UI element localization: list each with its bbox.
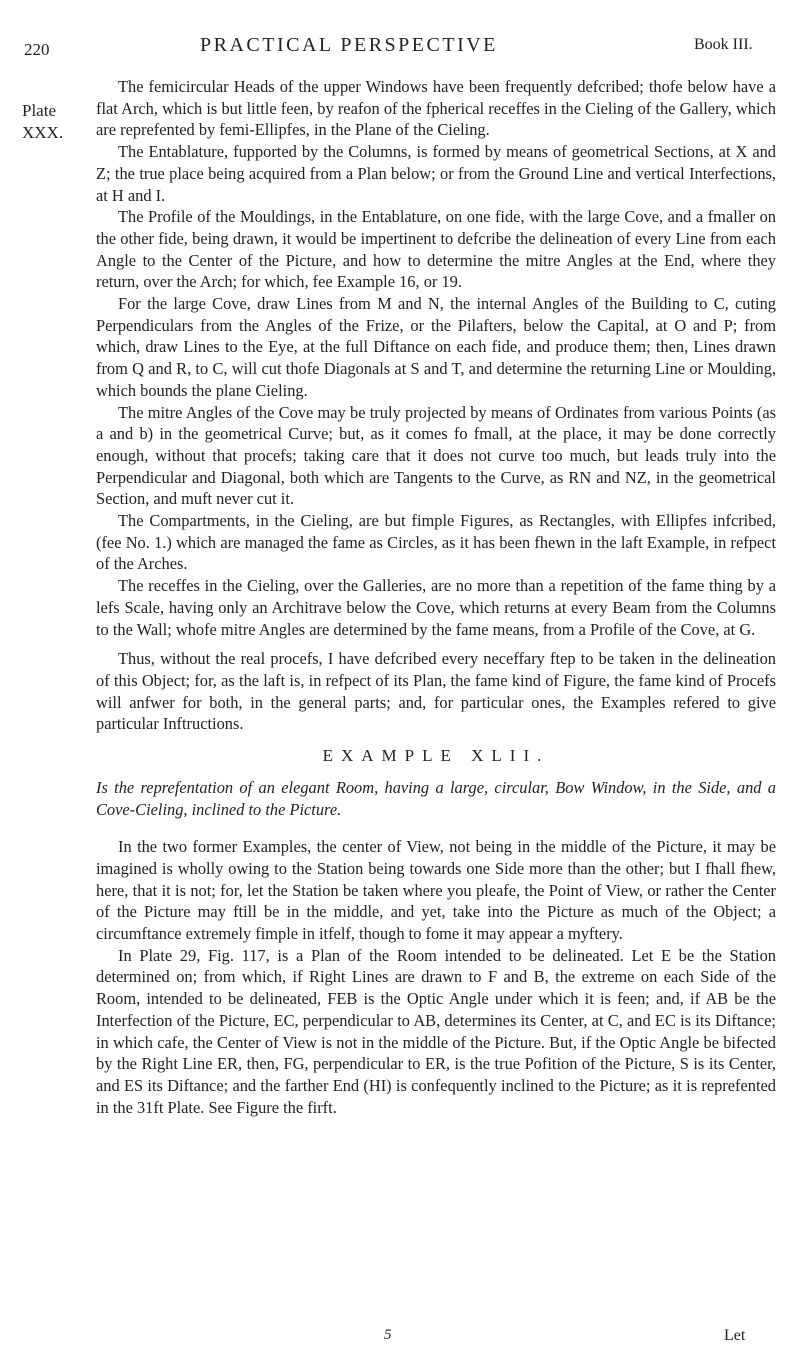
catchword: Let — [724, 1327, 746, 1344]
paragraph: Thus, without the real procefs, I have defcribed every neceffary ftep to be taken in the delineation of this Object; for, as the laft is, in refpect of its Plan, the fame kind of Figure, the fame kind of Procefs will anfwer for both, in the general parts; and, for particular ones, the Examples refered to give particular Inftructions. — [96, 649, 776, 734]
margin-note-number: XXX. — [22, 123, 64, 142]
page-number: 220 — [24, 40, 50, 59]
paragraph: In the two former Examples, the center of View, not being in the middle of the Picture, it may be imagined is wholly owing to the Station being towards one Side more than the other; but I fhall fhew, here, that it is not; for, let the Station be taken where you pleafe, the Point of View, or rather the Center of the Picture may ftill be in the middle, and yet, take into the Picture as much of the Object; a circumftance extremely fimple in itfelf, though to fome it may appear a myftery. — [96, 837, 776, 944]
text-column — [96, 76, 776, 1118]
paragraph: The mitre Angles of the Cove may be truly projected by means of Ordinates from various Points (as a and b) in the geometrical Curve; but, as it comes fo fmall, at the place, it may be done correctly enough, without that procefs; taking care that it does not curve too much, but leads truly into the Perpendicular and Diagonal, both which are Tangents to the Curve, as RN and NZ, in the geometrical Section, and muft never cut it. — [96, 402, 776, 509]
example-title: Is the reprefentation of an elegant Room, having a large, circular, Bow Window, in the Side, and a Cove-Cieling, inclined to the Picture. — [96, 777, 776, 819]
margin-note-plate: Plate — [22, 101, 56, 120]
paragraph: For the large Cove, draw Lines from M and N, the internal Angles of the Building to C, cuting Perpendiculars from the Angles of the Frize, or the Pilafters, below the Capital, at O and P; from which, draw Lines to the Eye, at the full Diftance on each fide, and produce them; then, Lines drawn from Q and R, to C, will cut thofe Diagonals at S and T, and determine the returning Line or Moulding, which bounds the plane Cieling. — [96, 294, 776, 400]
paragraph: The receffes in the Cieling, over the Galleries, are no more than a repetition of the fame thing by a lefs Scale, having only an Architrave below the Cove, which returns at every Beam from the Columns to the Wall; whofe mitre Angles are determined by the fame means, from a Profile of the Cove, at G. — [96, 576, 776, 639]
running-head: PRACTICAL PERSPECTIVE — [200, 34, 498, 56]
margin-note — [22, 100, 63, 144]
book-reference: Book III. — [694, 36, 753, 53]
example-heading: EXAMPLE XLII. — [322, 746, 550, 766]
signature-mark: 5 — [384, 1327, 392, 1343]
paragraph: The Compartments, in the Cieling, are but fimple Figures, as Rectangles, with Ellipfes infcribed, (fee No. 1.) which are managed the fame as Circles, as it has been fhewn in the laft Example, in refpect of the Arches. — [96, 511, 776, 574]
paragraph: The Entablature, fupported by the Columns, is formed by means of geometrical Sections, at X and Z; the true place being acquired from a Plan below; or from the Ground Line and vertical Interfections, at H and I. — [96, 142, 776, 205]
paragraph: The Profile of the Mouldings, in the Entablature, on one fide, with the large Cove, and a fmaller on the other fide, being drawn, it would be impertinent to defcribe the delineation of every Line from each Angle to the Center of the Picture, and how to determine the mitre Angles at the End, where they return, over the Arch; for which, fee Example 16, or 19. — [96, 207, 776, 292]
paragraph: In Plate 29, Fig. 117, is a Plan of the Room intended to be delineated. Let E be the Station determined on; from which, if Right Lines are drawn to F and B, the extreme on each Side of the Room, intended to be delineated, FEB is the Optic Angle under which it is feen; and, if AB be the Interfection of the Picture, EC, perpendicular to AB, determines its Center, at C, and EC is its Diftance; in which cafe, the Center of View is not in the middle of the Picture. But, if the Optic Angle be bifected by the Right Line ER, then, FG, perpendicular to ER, is the true Pofition of the Picture, S is its Center, and ES its Diftance; and the farther End (HI) is confequently inclined to the Picture; as it is reprefented in the 31ft Plate. See Figure the firft. — [96, 945, 776, 1117]
paragraph: The femicircular Heads of the upper Windows have been frequently defcribed; thofe below have a flat Arch, which is but little feen, by reafon of the fpherical receffes in the Cieling of the Gallery, which are reprefented by femi-Ellipfes, in the Plane of the Cieling. — [96, 77, 776, 140]
